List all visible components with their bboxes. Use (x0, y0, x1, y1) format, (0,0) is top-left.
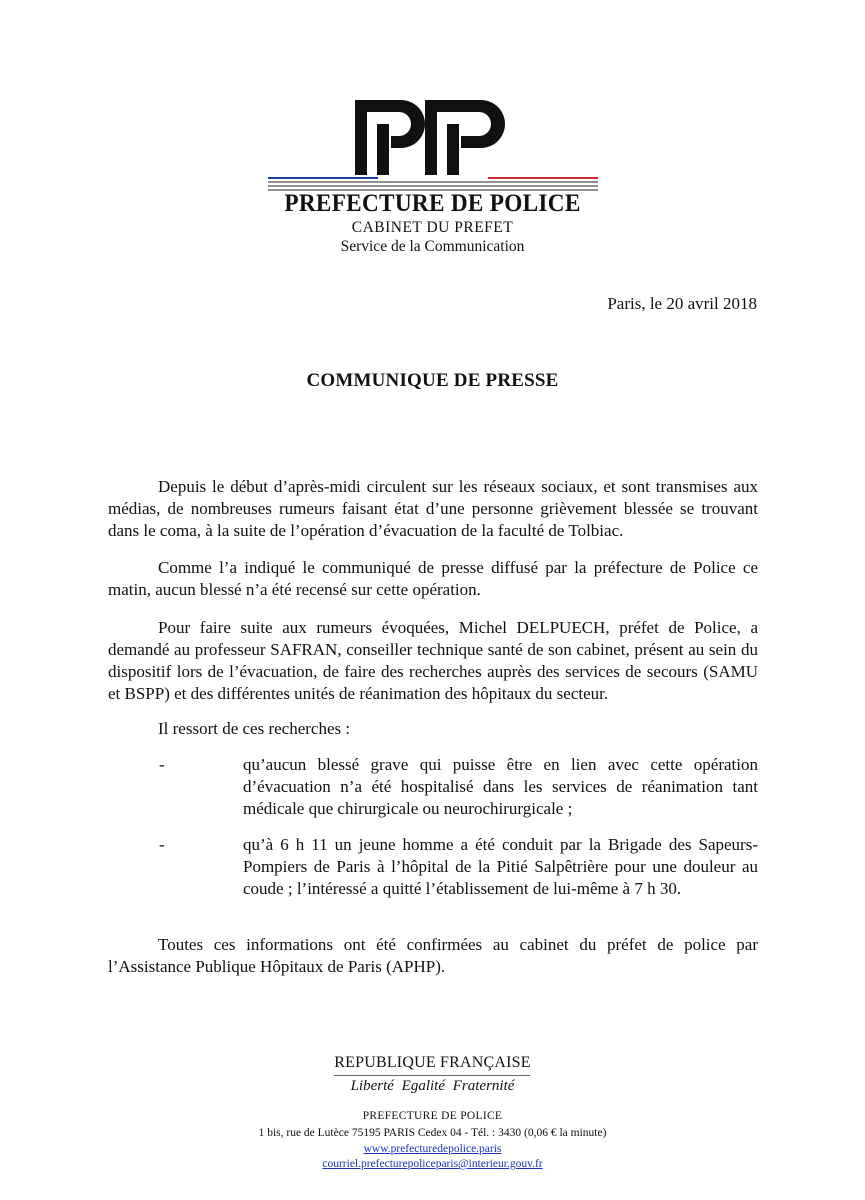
footer-organization: PREFECTURE DE POLICE (362, 1110, 503, 1122)
footer-address: 1 bis, rue de Lutèce 75195 PARIS Cedex 04 - Tél. : 3430 (0,06 € la minute) (258, 1127, 607, 1139)
footer-motto: Liberté Egalité Fraternité (350, 1078, 515, 1094)
bullet-1-dash: - (159, 755, 165, 774)
prefecture-logo (355, 100, 515, 175)
document-date: Paris, le 20 avril 2018 (607, 294, 757, 313)
footer-email-link[interactable]: courriel.prefecturepoliceparis@interieur.gouv.fr (322, 1158, 543, 1170)
header-subtitle-service: Service de la Communication (340, 238, 525, 255)
footer-email-row (0, 1158, 865, 1170)
footer-website-link[interactable]: www.prefecturedepolice.paris (363, 1143, 502, 1155)
paragraph-3: Pour faire suite aux rumeurs évoquées, Michel DELPUECH, préfet de Police, a demandé au professeur SAFRAN, conseiller technique santé de son cabinet, présent au sein du dispositif lors de l’évacuation, de faire des recherches auprès des services de secours (SAMU et BSPP) et des différentes unités de réanimation des hôpitaux du secteur. (108, 618, 758, 703)
paragraph-5: Toutes ces informations ont été confirmées au cabinet du préfet de police par l’Assistance Publique Hôpitaux de Paris (APHP). (108, 935, 758, 976)
footer-website-row (0, 1143, 865, 1155)
header-title: PREFECTURE DE POLICE (284, 190, 581, 217)
bullet-1-text: qu’aucun blessé grave qui puisse être en lien avec cette opération d’évacuation n’a été hospitalisé dans les services de réanimation tant médicale que chirurgicale ou neurochirurgicale ; (243, 755, 758, 818)
bullet-2-text: qu’à 6 h 11 un jeune homme a été conduit par la Brigade des Sapeurs-Pompiers de Paris à l’hôpital de la Pitié Salpêtrière pour une douleur au coude ; l’intéressé a quitté l’établissement de lui-même à 7 h 30. (243, 835, 758, 898)
footer-divider (334, 1075, 530, 1076)
bullet-2-dash: - (159, 835, 165, 854)
paragraph-4: Il ressort de ces recherches : (158, 719, 351, 738)
paragraph-2: Comme l’a indiqué le communiqué de presse diffusé par la préfecture de Police ce matin, aucun blessé n’a été recensé sur cette opération. (108, 558, 758, 599)
footer-republique: REPUBLIQUE FRANÇAISE (334, 1054, 531, 1071)
header-subtitle-cabinet: CABINET DU PREFET (351, 219, 514, 236)
paragraph-1: Depuis le début d’après-midi circulent sur les réseaux sociaux, et sont transmises aux médias, de nombreuses rumeurs faisant état d’une personne grièvement blessée se trouvant dans le coma, à la suite de l’opération d’évacuation de la faculté de Tolbiac. (108, 477, 758, 540)
document-title: COMMUNIQUE DE PRESSE (306, 370, 559, 391)
